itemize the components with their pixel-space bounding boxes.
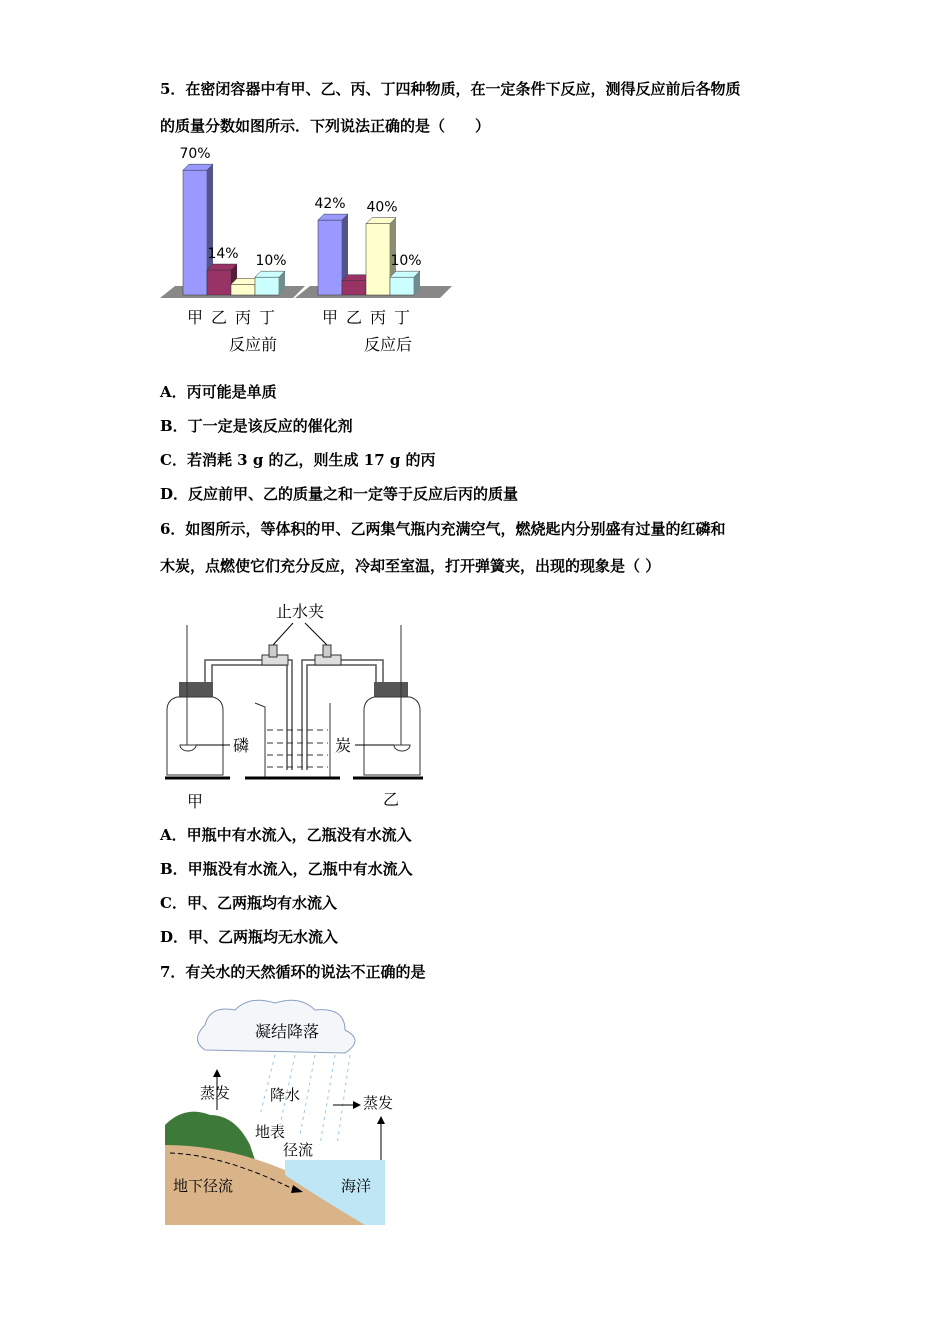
data-label: 70%: [179, 146, 211, 163]
q5-stem-line2: 的质量分数如图所示．下列说法正确的是（ ）: [160, 117, 491, 135]
category-label: 甲: [321, 308, 339, 327]
carbon-label: 炭: [335, 736, 352, 755]
q6-option-a: A．甲瓶中有水流入，乙瓶没有水流入: [160, 826, 412, 844]
ocean-label: 海洋: [341, 1177, 372, 1195]
phosphorus-label: 磷: [233, 736, 250, 755]
bar-1-1: [342, 281, 366, 295]
category-label: 丁: [258, 308, 276, 327]
surface-label-1: 地表: [255, 1123, 286, 1141]
q5-bar-chart: [155, 140, 465, 360]
data-label: 10%: [255, 253, 287, 270]
evap-right-label: 蒸发: [363, 1094, 394, 1112]
q6-stem-line2: 木炭，点燃使它们充分反应，冷却至室温，打开弹簧夹，出现的现象是（ ）: [160, 557, 661, 575]
category-label: 丙: [234, 308, 252, 327]
rain-label: 降水: [270, 1086, 301, 1104]
ground-runoff-label: 地下径流: [173, 1177, 234, 1195]
category-label: 甲: [186, 308, 204, 327]
q6-option-c: C．甲、乙两瓶均有水流入: [160, 894, 337, 912]
data-label: 42%: [314, 196, 346, 213]
q7-water-cycle-figure: [165, 995, 394, 1227]
q6-stem-line1: 6．如图所示，等体积的甲、乙两集气瓶内充满空气，燃烧匙内分别盛有过量的红磷和: [160, 520, 726, 538]
evap-left-label: 蒸发: [200, 1084, 231, 1102]
category-label: 乙: [210, 308, 228, 327]
q6-option-b: B．甲瓶没有水流入，乙瓶中有水流入: [160, 860, 413, 878]
q6-apparatus-figure: [155, 595, 435, 815]
category-label: 乙: [345, 308, 363, 327]
bar-1-0: [318, 220, 342, 295]
q5-option-d: D．反应前甲、乙的质量之和一定等于反应后丙的质量: [160, 485, 519, 503]
bar-0-1: [207, 270, 231, 295]
bottle-a-label: 甲: [187, 792, 204, 811]
q5-stem-line1: 5．在密闭容器中有甲、乙、丙、丁四种物质，在一定条件下反应，测得反应前后各物质: [160, 80, 741, 98]
bar-0-2: [231, 284, 255, 295]
surface-label-2: 径流: [283, 1141, 314, 1159]
category-label: 丙: [369, 308, 387, 327]
bar-0-0: [183, 170, 207, 295]
bar-1-3: [390, 277, 414, 295]
q5-option-b: B．丁一定是该反应的催化剂: [160, 417, 353, 435]
bottle-b-label: 乙: [383, 790, 400, 809]
data-label: 14%: [207, 246, 239, 263]
clamp-label: 止水夹: [275, 602, 325, 621]
group-label: 反应前: [228, 335, 278, 354]
q6-option-d: D．甲、乙两瓶均无水流入: [160, 928, 339, 946]
q5-option-c: C．若消耗 3 g 的乙，则生成 17 g 的丙: [160, 451, 436, 469]
bar-0-3: [255, 277, 279, 295]
data-label: 10%: [390, 253, 422, 270]
category-label: 丁: [393, 308, 411, 327]
q7-stem: 7．有关水的天然循环的说法不正确的是: [160, 963, 426, 981]
q5-option-a: A．丙可能是单质: [160, 383, 277, 401]
data-label: 40%: [366, 199, 398, 216]
cloud-label: 凝结降落: [255, 1022, 320, 1041]
bar-1-2: [366, 224, 390, 295]
group-label: 反应后: [363, 335, 413, 354]
